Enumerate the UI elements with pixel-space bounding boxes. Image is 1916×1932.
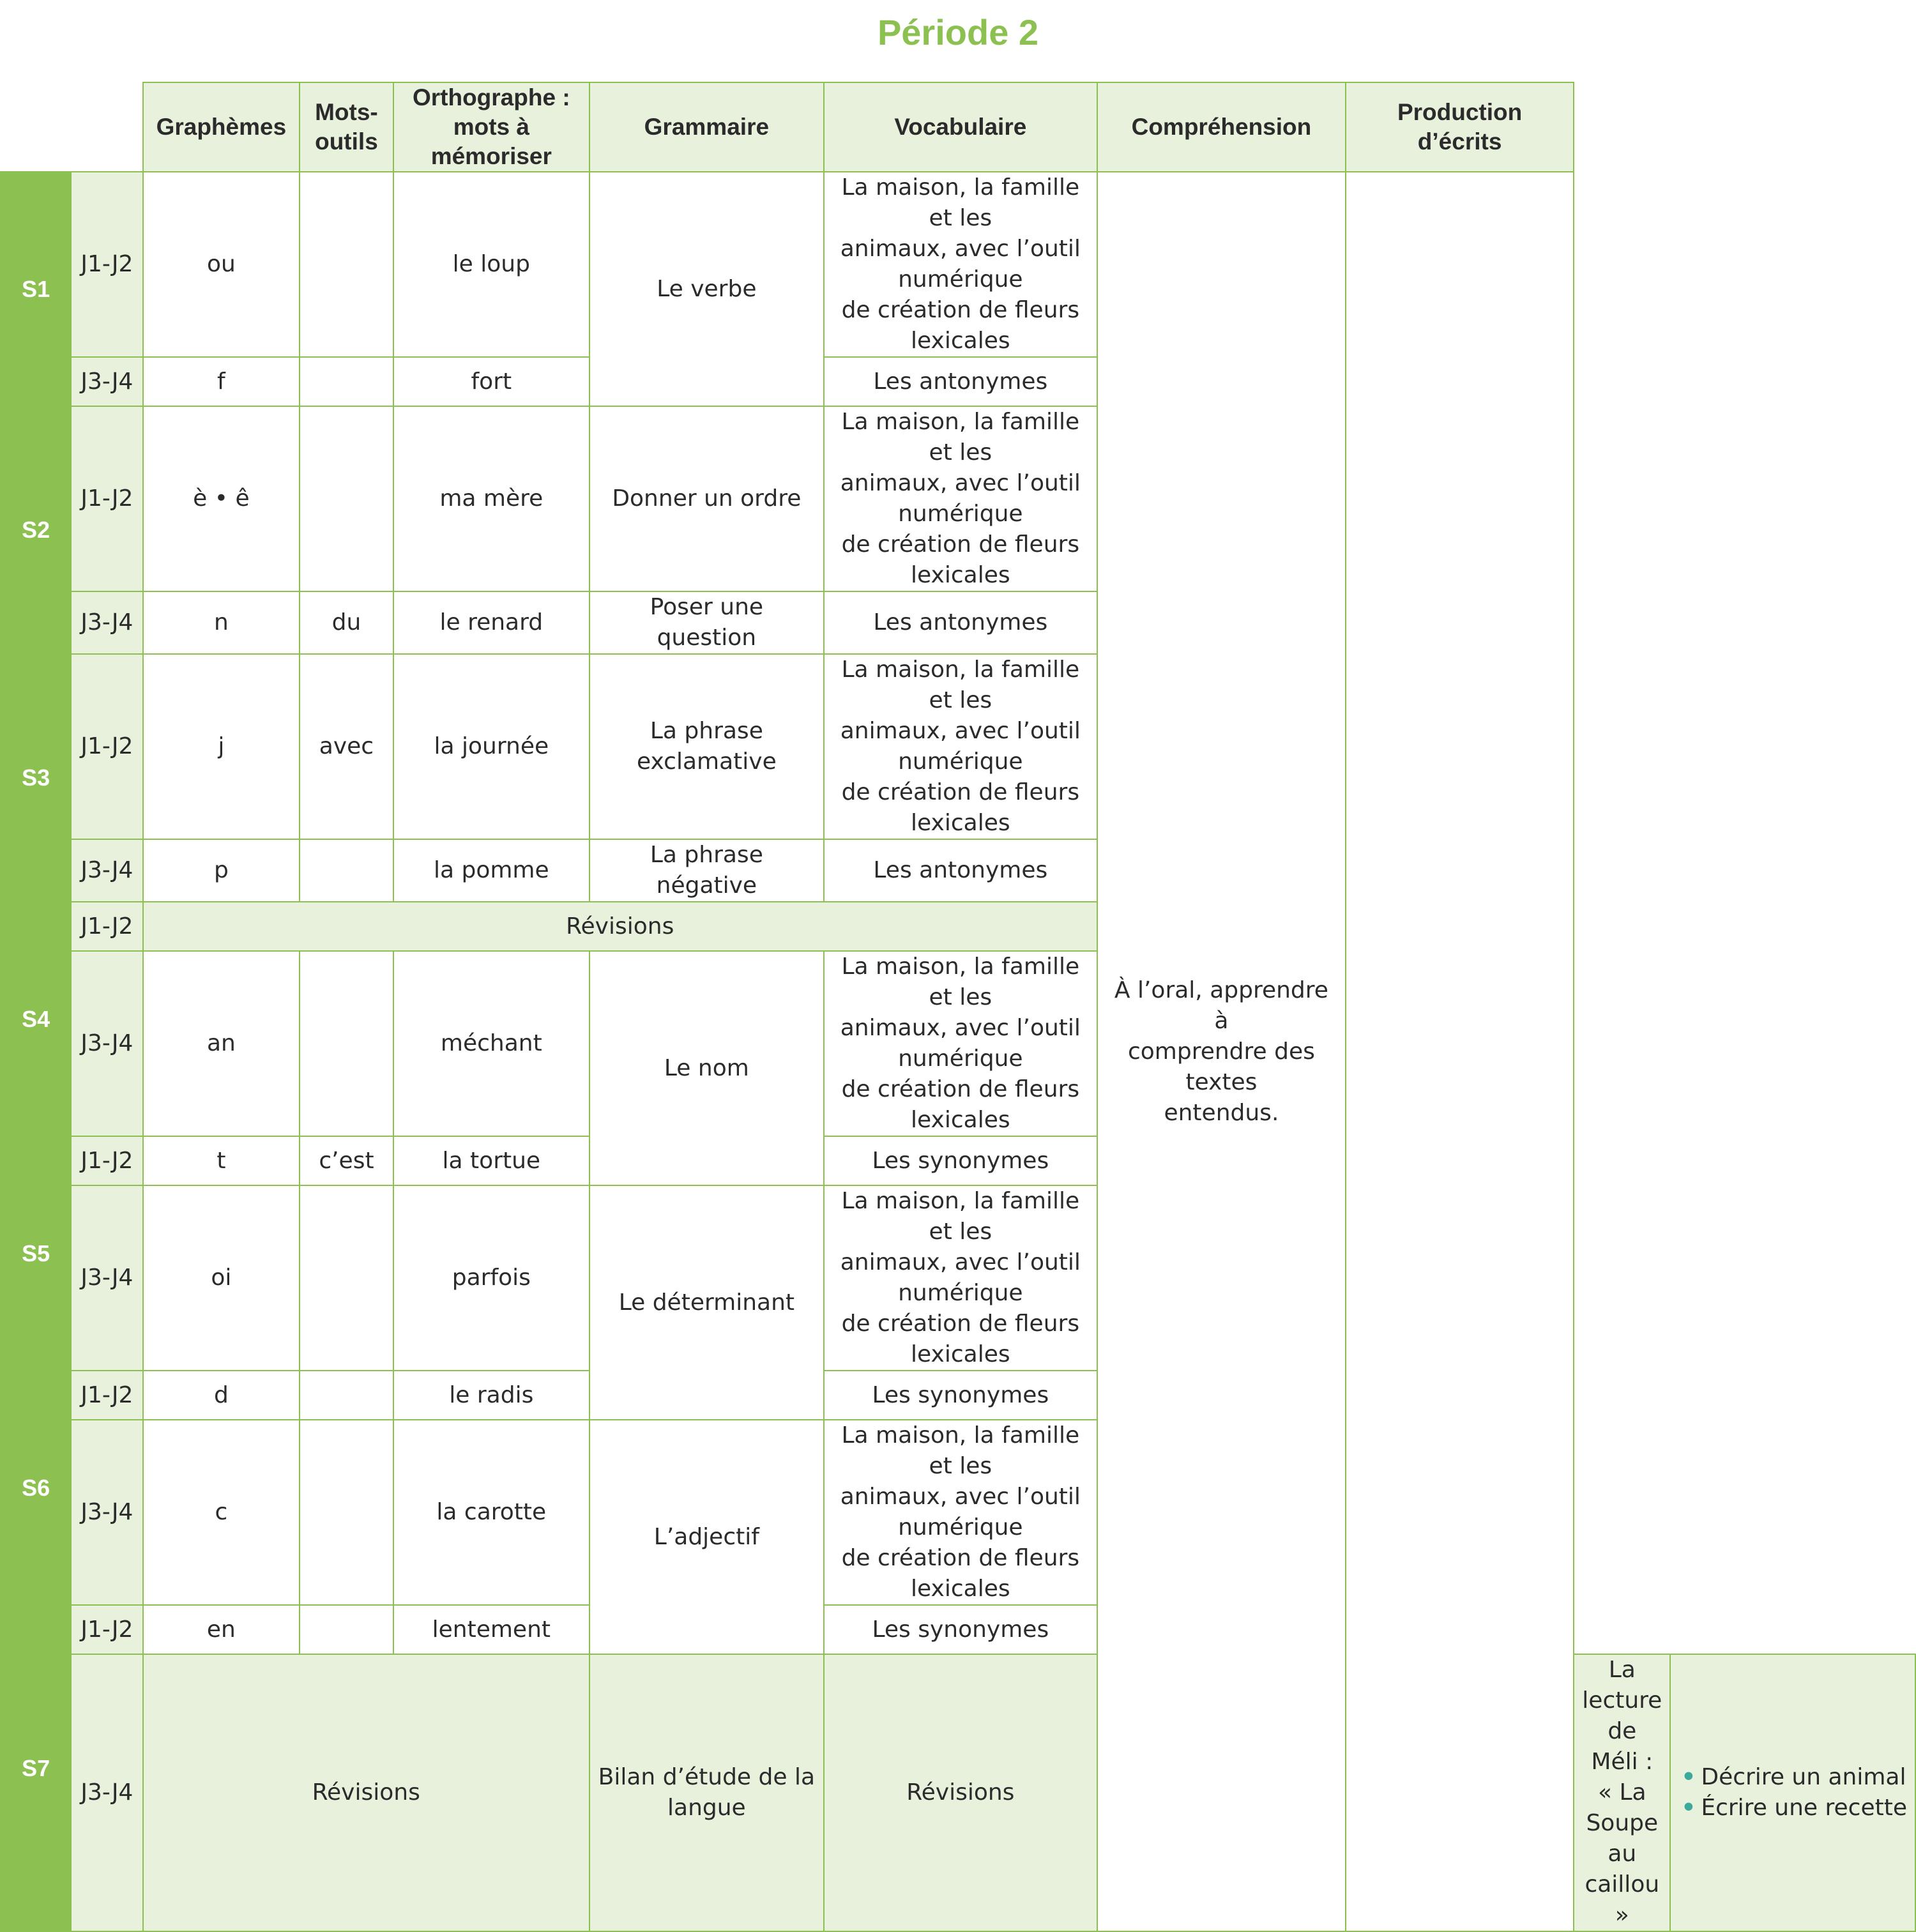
grapheme-cell: d	[143, 1371, 300, 1420]
vocab-line: La maison, la famille et les	[841, 954, 1080, 1010]
production-cell	[1346, 172, 1574, 1931]
week-label: S7	[1, 1605, 71, 1931]
header-production: Production d’écrits	[1346, 82, 1574, 172]
production-item	[1681, 1793, 1907, 1823]
grapheme-cell: f	[143, 357, 300, 406]
grammaire-cell: Poser une question	[589, 591, 824, 654]
vocabulaire-cell: Les antonymes	[824, 839, 1097, 902]
table-row	[1, 1605, 1915, 1654]
vocabulaire-cell: Les synonymes	[824, 1136, 1097, 1185]
orthographe-cell: ma mère	[393, 406, 589, 591]
revisions-cell: Révisions	[143, 1654, 589, 1931]
vocabulaire-cell: Révisions	[824, 1654, 1097, 1931]
comprehension-cell	[1097, 172, 1346, 1931]
day-label: J3-J4	[71, 1420, 142, 1605]
week-label: S1	[1, 172, 71, 406]
header-vocabulaire: Vocabulaire	[824, 82, 1097, 172]
vocab-line: de création de fleurs lexicales	[841, 779, 1080, 836]
grammaire-cell: L’adjectif	[589, 1420, 824, 1654]
table-row	[1, 172, 1915, 357]
table-row	[1, 902, 1915, 951]
grammaire-cell: Le nom	[589, 951, 824, 1185]
mots-outils-cell	[300, 1420, 393, 1605]
grammaire-cell: La phrase négative	[589, 839, 824, 902]
table-row	[1, 951, 1915, 1136]
vocab-line: La maison, la famille et les	[841, 174, 1080, 231]
orthographe-cell: la tortue	[393, 1136, 589, 1185]
header-corner	[1, 82, 143, 172]
day-label: J1-J2	[71, 902, 142, 951]
vocab-line: de création de fleurs lexicales	[841, 531, 1080, 588]
table-row	[1, 357, 1915, 406]
grammaire-cell: La phrase exclamative	[589, 654, 824, 839]
grapheme-cell: t	[143, 1136, 300, 1185]
production-item	[1681, 1762, 1907, 1793]
orthographe-cell: la carotte	[393, 1420, 589, 1605]
vocab-line: animaux, avec l’outil numérique	[840, 236, 1081, 293]
grapheme-cell: è • ê	[143, 406, 300, 591]
vocabulaire-cell: Les synonymes	[824, 1371, 1097, 1420]
mots-outils-cell	[300, 1605, 393, 1654]
grapheme-cell: n	[143, 591, 300, 654]
production-item-text: Décrire un animal	[1701, 1764, 1906, 1790]
grammaire-cell: Le déterminant	[589, 1185, 824, 1420]
mots-outils-cell: du	[300, 591, 393, 654]
vocabulaire-cell	[824, 1420, 1097, 1605]
day-label: J3-J4	[71, 839, 142, 902]
vocab-line: La maison, la famille et les	[841, 409, 1080, 466]
week-label: S6	[1, 1371, 71, 1605]
vocab-line: La maison, la famille et les	[841, 1188, 1080, 1245]
vocabulaire-cell	[824, 1185, 1097, 1371]
table-row	[1, 839, 1915, 902]
day-label: J3-J4	[71, 591, 142, 654]
table-row	[1, 1371, 1915, 1420]
day-label: J3-J4	[71, 357, 142, 406]
grapheme-cell: en	[143, 1605, 300, 1654]
header-ortho-l2: mots à mémoriser	[430, 114, 552, 169]
comprehension-line: entendus.	[1164, 1099, 1279, 1126]
grammaire-cell: Donner un ordre	[589, 406, 824, 591]
grapheme-cell: j	[143, 654, 300, 839]
mots-outils-cell	[300, 172, 393, 357]
orthographe-cell: lentement	[393, 1605, 589, 1654]
vocabulaire-cell	[824, 654, 1097, 839]
vocabulaire-cell: Les antonymes	[824, 591, 1097, 654]
header-orthographe	[393, 82, 589, 172]
week-label: S5	[1, 1136, 71, 1371]
grammaire-cell: Le verbe	[589, 172, 824, 406]
grammaire-cell	[589, 1654, 824, 1931]
header-comprehension: Compréhension	[1097, 82, 1346, 172]
orthographe-cell: la journée	[393, 654, 589, 839]
orthographe-cell: méchant	[393, 951, 589, 1136]
mots-outils-cell	[300, 1371, 393, 1420]
production-s7-cell	[1670, 1654, 1915, 1931]
grapheme-cell: ou	[143, 172, 300, 357]
table-row	[1, 406, 1915, 591]
vocab-line: animaux, avec l’outil numérique	[840, 718, 1081, 775]
vocabulaire-cell	[824, 406, 1097, 591]
vocabulaire-cell	[824, 951, 1097, 1136]
vocab-line: de création de fleurs lexicales	[841, 1545, 1080, 1602]
page-title: Période 2	[877, 12, 1039, 52]
vocab-line: La maison, la famille et les	[841, 657, 1080, 713]
grapheme-cell: p	[143, 839, 300, 902]
bullet-icon: •	[1681, 1795, 1696, 1821]
mots-outils-cell: avec	[300, 654, 393, 839]
revisions-cell: Révisions	[143, 902, 1097, 951]
orthographe-cell: le radis	[393, 1371, 589, 1420]
table-row	[1, 1654, 1915, 1931]
day-label: J3-J4	[71, 1654, 142, 1931]
table-row	[1, 591, 1915, 654]
day-label: J3-J4	[71, 951, 142, 1136]
header-mots-outils-l1: Mots-	[315, 99, 378, 125]
week-label: S2	[1, 406, 71, 654]
header-ortho-l1: Orthographe :	[412, 84, 570, 110]
day-label: J1-J2	[71, 406, 142, 591]
vocabulaire-cell: Les antonymes	[824, 357, 1097, 406]
vocabulaire-cell: Les synonymes	[824, 1605, 1097, 1654]
day-label: J1-J2	[71, 1371, 142, 1420]
comprehension-line: La lecture de Méli :	[1582, 1657, 1662, 1775]
bilan-line: Bilan d’étude de la	[598, 1764, 816, 1790]
vocab-line: animaux, avec l’outil numérique	[840, 1015, 1081, 1072]
programme-table	[0, 82, 1916, 1932]
mots-outils-cell	[300, 406, 393, 591]
mots-outils-cell	[300, 357, 393, 406]
vocab-line: animaux, avec l’outil numérique	[840, 1484, 1081, 1540]
mots-outils-cell	[300, 951, 393, 1136]
orthographe-cell: fort	[393, 357, 589, 406]
vocab-line: animaux, avec l’outil numérique	[840, 470, 1081, 527]
vocabulaire-cell	[824, 172, 1097, 357]
vocab-line: de création de fleurs lexicales	[841, 297, 1080, 354]
header-grammaire: Grammaire	[589, 82, 824, 172]
day-label: J1-J2	[71, 1605, 142, 1654]
vocab-line: de création de fleurs lexicales	[841, 1311, 1080, 1367]
vocab-line: animaux, avec l’outil numérique	[840, 1249, 1081, 1306]
orthographe-cell: le renard	[393, 591, 589, 654]
day-label: J1-J2	[71, 1136, 142, 1185]
mots-outils-cell: c’est	[300, 1136, 393, 1185]
grapheme-cell: an	[143, 951, 300, 1136]
grapheme-cell: c	[143, 1420, 300, 1605]
mots-outils-cell	[300, 839, 393, 902]
table-row	[1, 654, 1915, 839]
header-graphemes: Graphèmes	[143, 82, 300, 172]
orthographe-cell: parfois	[393, 1185, 589, 1371]
table-row	[1, 1185, 1915, 1371]
comprehension-line: « La Soupe au caillou »	[1585, 1779, 1660, 1928]
header-row	[1, 82, 1915, 172]
day-label: J1-J2	[71, 172, 142, 357]
bilan-line: langue	[667, 1795, 746, 1821]
day-label: J1-J2	[71, 654, 142, 839]
day-label: J3-J4	[71, 1185, 142, 1371]
table-row	[1, 1420, 1915, 1605]
week-label: S3	[1, 654, 71, 902]
mots-outils-cell	[300, 1185, 393, 1371]
grapheme-cell: oi	[143, 1185, 300, 1371]
table-row	[1, 1136, 1915, 1185]
comprehension-s7-cell	[1574, 1654, 1670, 1931]
comprehension-line: À l’oral, apprendre à	[1114, 977, 1328, 1034]
production-item-text: Écrire une recette	[1701, 1795, 1907, 1821]
header-mots-outils	[300, 82, 393, 172]
vocab-line: La maison, la famille et les	[841, 1422, 1080, 1479]
vocab-line: de création de fleurs lexicales	[841, 1076, 1080, 1133]
orthographe-cell: le loup	[393, 172, 589, 357]
orthographe-cell: la pomme	[393, 839, 589, 902]
bullet-icon: •	[1681, 1764, 1696, 1790]
comprehension-line: comprendre des textes	[1127, 1038, 1315, 1095]
week-label: S4	[1, 902, 71, 1136]
header-mots-outils-l2: outils	[315, 128, 378, 155]
